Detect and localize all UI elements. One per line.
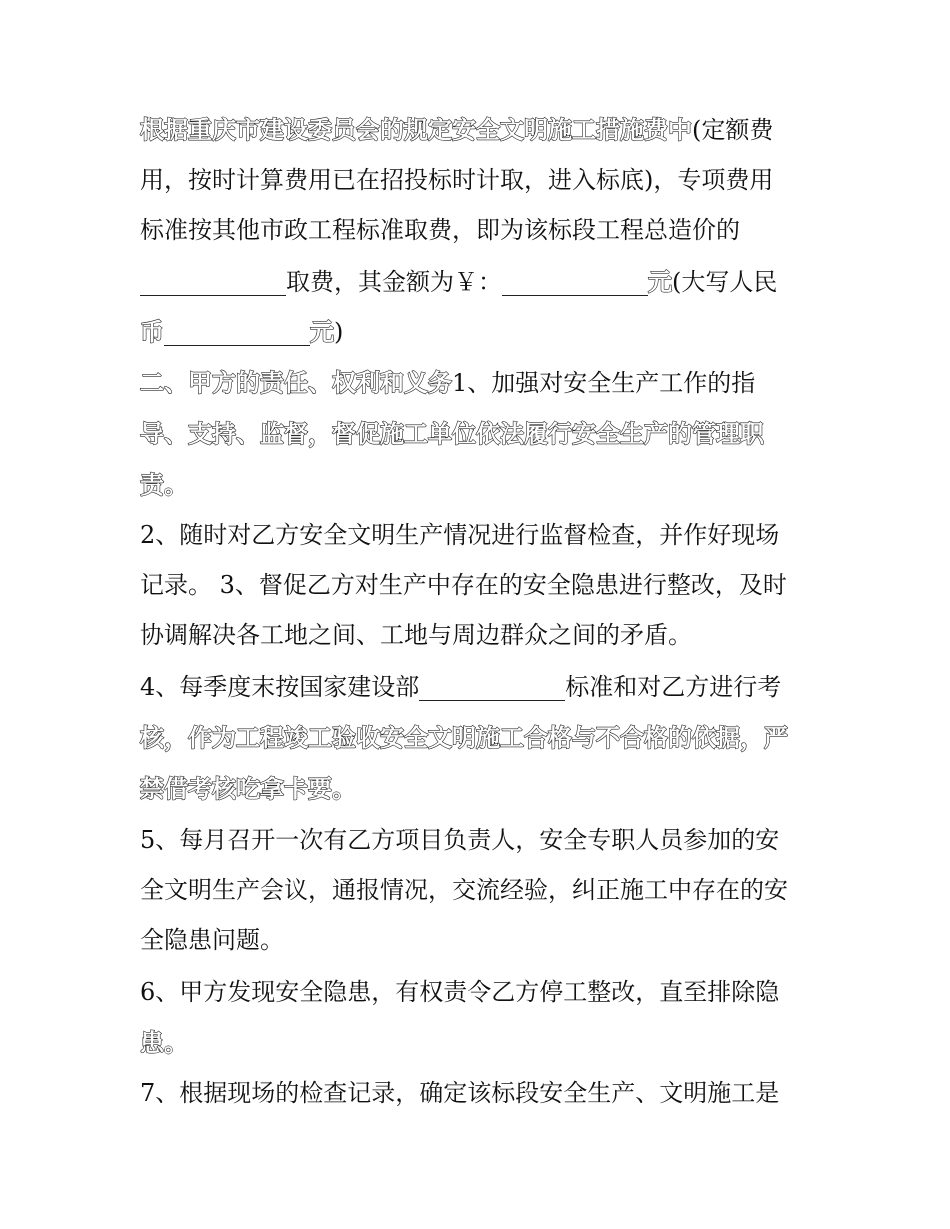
stylized-text: 元 bbox=[648, 268, 672, 296]
plain-text: 用，按时计算费用已在招投标时计取，进入标底)，专项费用 bbox=[140, 166, 774, 194]
plain-text: 标准和对乙方进行考 bbox=[565, 673, 782, 701]
plain-text: 全文明生产会议，通报情况，交流经验，纠正施工中存在的安 bbox=[140, 876, 788, 904]
stylized-text: 币 bbox=[140, 318, 164, 346]
plain-text: 2、随时对乙方安全文明生产情况进行监督检查，并作好现场 bbox=[140, 521, 780, 549]
stylized-text: 二、甲方的责任、权利和义务 bbox=[140, 369, 452, 397]
fill-in-blank[interactable] bbox=[140, 267, 286, 296]
stylized-text: 核，作为工程竣工验收安全文明施工合格与不合格的依据，严 bbox=[140, 724, 788, 752]
text-line bbox=[140, 110, 773, 150]
text-line bbox=[140, 363, 755, 403]
fill-in-blank[interactable] bbox=[502, 267, 648, 296]
fill-in-blank[interactable] bbox=[419, 672, 565, 701]
text-line bbox=[140, 1023, 188, 1063]
plain-text: 标准按其他市政工程标准取费，即为该标段工程总造价的 bbox=[140, 216, 740, 244]
plain-text: 取费，其金额为￥： bbox=[286, 268, 502, 296]
text-line bbox=[140, 667, 781, 707]
text-line bbox=[140, 414, 764, 454]
plain-text: 6、甲方发现安全隐患，有权责令乙方停工整改，直至排除隐 bbox=[140, 978, 780, 1006]
plain-text: 5、每月召开一次有乙方项目负责人，安全专职人员参加的安 bbox=[140, 826, 780, 854]
plain-text: 全隐患问题。 bbox=[140, 926, 284, 954]
plain-text: 4、每季度末按国家建设部 bbox=[140, 673, 420, 701]
text-line bbox=[140, 262, 777, 302]
text-line bbox=[140, 920, 284, 960]
plain-text: 7、根据现场的检查记录，确定该标段安全生产、文明施工是 bbox=[140, 1079, 780, 1107]
stylized-text: 导、支持、监督，督促施工单位依法履行安全生产的管理职 bbox=[140, 420, 764, 448]
plain-text: 记录。 3、督促乙方对生产中存在的安全隐患进行整改，及时 bbox=[140, 571, 787, 599]
text-line bbox=[140, 615, 692, 655]
plain-text: ) bbox=[334, 318, 344, 346]
text-line bbox=[140, 1073, 779, 1113]
text-line bbox=[140, 160, 773, 200]
text-line bbox=[140, 465, 188, 505]
plain-text: (大写人民 bbox=[672, 268, 778, 296]
text-line bbox=[140, 312, 343, 352]
text-line bbox=[140, 210, 740, 250]
plain-text: 1、加强对安全生产工作的指 bbox=[452, 369, 756, 397]
plain-text: 协调解决各工地之间、工地与周边群众之间的矛盾。 bbox=[140, 621, 692, 649]
text-line bbox=[140, 870, 788, 910]
stylized-text: 责。 bbox=[140, 471, 188, 499]
text-line bbox=[140, 820, 779, 860]
text-line bbox=[140, 718, 788, 758]
text-line bbox=[140, 565, 787, 605]
text-line bbox=[140, 972, 779, 1012]
stylized-text: 根据重庆市建设委员会的规定安全文明施工措施费中 bbox=[140, 116, 692, 144]
plain-text: (定额费 bbox=[692, 116, 774, 144]
stylized-text: 禁借考核吃拿卡要。 bbox=[140, 775, 356, 803]
fill-in-blank[interactable] bbox=[164, 317, 310, 346]
stylized-text: 患。 bbox=[140, 1029, 188, 1057]
text-line bbox=[140, 515, 779, 555]
stylized-text: 元 bbox=[310, 318, 334, 346]
text-line bbox=[140, 769, 356, 809]
